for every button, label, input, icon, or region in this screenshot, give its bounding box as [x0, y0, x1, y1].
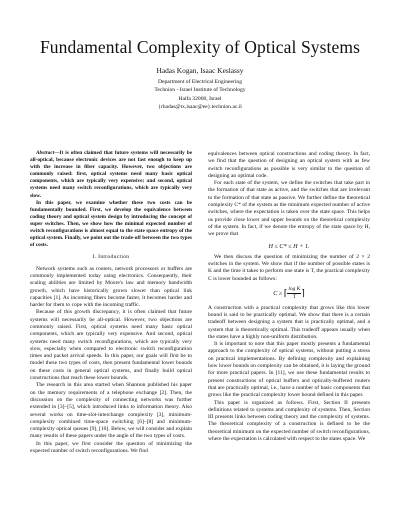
- equation-entropy-bound: H ≤ C* ≤ H + 1.: [268, 242, 310, 250]
- body-paragraph: For each state of the system, we define the switches that take part in the formation of that state as active, and the switches that are irrelevant to the formation of that state as passive. We further define the theoretical complexity C* of the system as the minimum expected number of active switches, where the expectation is taken over the state space. This helps us provide close lower and upper bounds on the theoretical complexity of the system. In fact, if we denote the entropy of the state space by H, we prove that: [208, 180, 370, 238]
- equation-numerator: log K: [287, 286, 301, 294]
- paper-title: Fundamental Complexity of Optical Systems: [39, 37, 361, 57]
- body-paragraph: Because of this growth discrepancy, it is often claimed that future systems will necessarily be all-optical. However, two objections are commonly raised. First, optical systems need many basic optical components, which are typically very expensive. And second, optical systems need many switch reconfigurations, which are typically very slow, especially when compared to electronic switch reconfiguration times and packet arrival speeds. In this paper, our goals will first be to model these two types of costs, then present fundamental lower bounds on these costs in general optical systems, and finally build optical constructions that reach these lower bounds.: [30, 309, 192, 382]
- left-column: [30, 150, 192, 455]
- section-heading-introduction: I. Introduction: [92, 254, 130, 261]
- right-column: [208, 151, 370, 443]
- body-paragraph: The research in this area started when Shannon published his paper on the memory requirements of a telephone exchange [2]. Then, the discussion on the complexity of connecting networks was further extended in [3]–[5], which introduced links to information theory. Also several works on time-slot-interchange complexity [3], minimum-complexity combined time-space switching [6]–[8] and minimum-complexity optical queues [9], [10]. Below, we will consider and explain many results of these papers under the angle of the two types of costs.: [30, 382, 192, 440]
- body-paragraph: We then discuss the question of minimizing the number of 2 × 2 switches in the system. We show that if the number of possible states is K and the time it takes to perform one state is T, the practical complexity C is lower bounded as follows:: [208, 253, 370, 282]
- affiliation-block: [0, 78, 400, 112]
- abstract-lead: Abstract: [36, 150, 55, 156]
- abstract: [30, 150, 192, 249]
- abstract-paragraph: In this paper, we examine whether these two costs can be fundamentally bounded. First, we develop the equivalence between coding theory and optical system design by introducing the concept of super switches. Then, we show how the minimal expected number of switch reconfigurations is almost equal to the state space entropy of the optical system. Finally, we point out the trade-off between the two types of costs.: [30, 199, 192, 249]
- equation-lhs: C ≥: [273, 290, 283, 298]
- paper-authors: Hadas Kogan, Isaac Keslassy: [156, 66, 244, 75]
- affiliation-line: Haifa 32000, Israel: [178, 95, 222, 102]
- equation-fraction: [287, 286, 301, 302]
- equation-complexity-bound: C ≥ ⌈ $\frac{\text{log K}}{T}$ ⌉: [273, 286, 305, 301]
- body-paragraph: Network systems such as routers, network processors or buffers are commonly implemented today using electronics. Consequently, their scaling abilities are limited by Moore's law and memory bandwidth growth, which have historically grown slower than optical link capacities [1]. As incoming fibers become faster, it becomes harder and harder for them to cope with the incoming traffic.: [30, 265, 192, 309]
- abstract-paragraph: —It is often claimed that future systems will necessarily be all-optical, because electronic devices are not fast enough to keep up with the increase in fiber capacity. However, two objections are commonly raised: first, optical systems need many basic optical components, which are typically very expensive; and second, optical systems need many switch reconfigurations, which are typically very slow.: [30, 150, 192, 199]
- affiliation-line: Technion - Israel Institute of Technology: [154, 87, 246, 94]
- body-paragraph: It is important to note that this paper mostly presents a fundamental approach to the complexity of optical systems, without putting a stress on practical implementations. By defining complexity and explaining how lower bounds on complexity can be obtained, it is laying the ground for more practical papers. In [11], we use these fundamental results to present constructions of optical buffers and optically-buffered routers that are practically optimal, i.e., have a number of basic components that grows like the practical complexity lower bound defined in this paper.: [208, 341, 370, 399]
- equation-denominator: T: [292, 294, 296, 301]
- author-emails: {rhadas@tx,isaac@ee}.technion.ac.il: [158, 104, 242, 111]
- body-paragraph: equivalences between optical constructions and coding theory. In fact, we find that the question of designing an optical system with as few switch reconfigurations as possible is very similar to the question of designing an optimal code.: [208, 151, 370, 179]
- body-paragraph: In this paper, we first consider the question of minimizing the expected number of switch reconfigurations. We find: [30, 440, 192, 455]
- body-paragraph: A construction with a practical complexity that grows like this lower bound is said to be practically optimal. We show that there is a certain tradeoff between designing a system that is practically optimal, and a system that is theoretically optimal. This tradeoff appears usually when the states have a highly non-uniform distribution.: [208, 304, 370, 340]
- affiliation-line: Department of Electrical Engineering: [157, 79, 243, 85]
- body-paragraph: This paper is organized as follows. First, Section II presents definitions related to systems and complexity of systems. Then, Section III presents links between coding theory and the complexity of systems. The theoretical complexity of a construction is defined to be the theoretical minimum on the expected number of switch reconfigurations, where the expectation is calculated with respect to the states space. We: [208, 399, 370, 442]
